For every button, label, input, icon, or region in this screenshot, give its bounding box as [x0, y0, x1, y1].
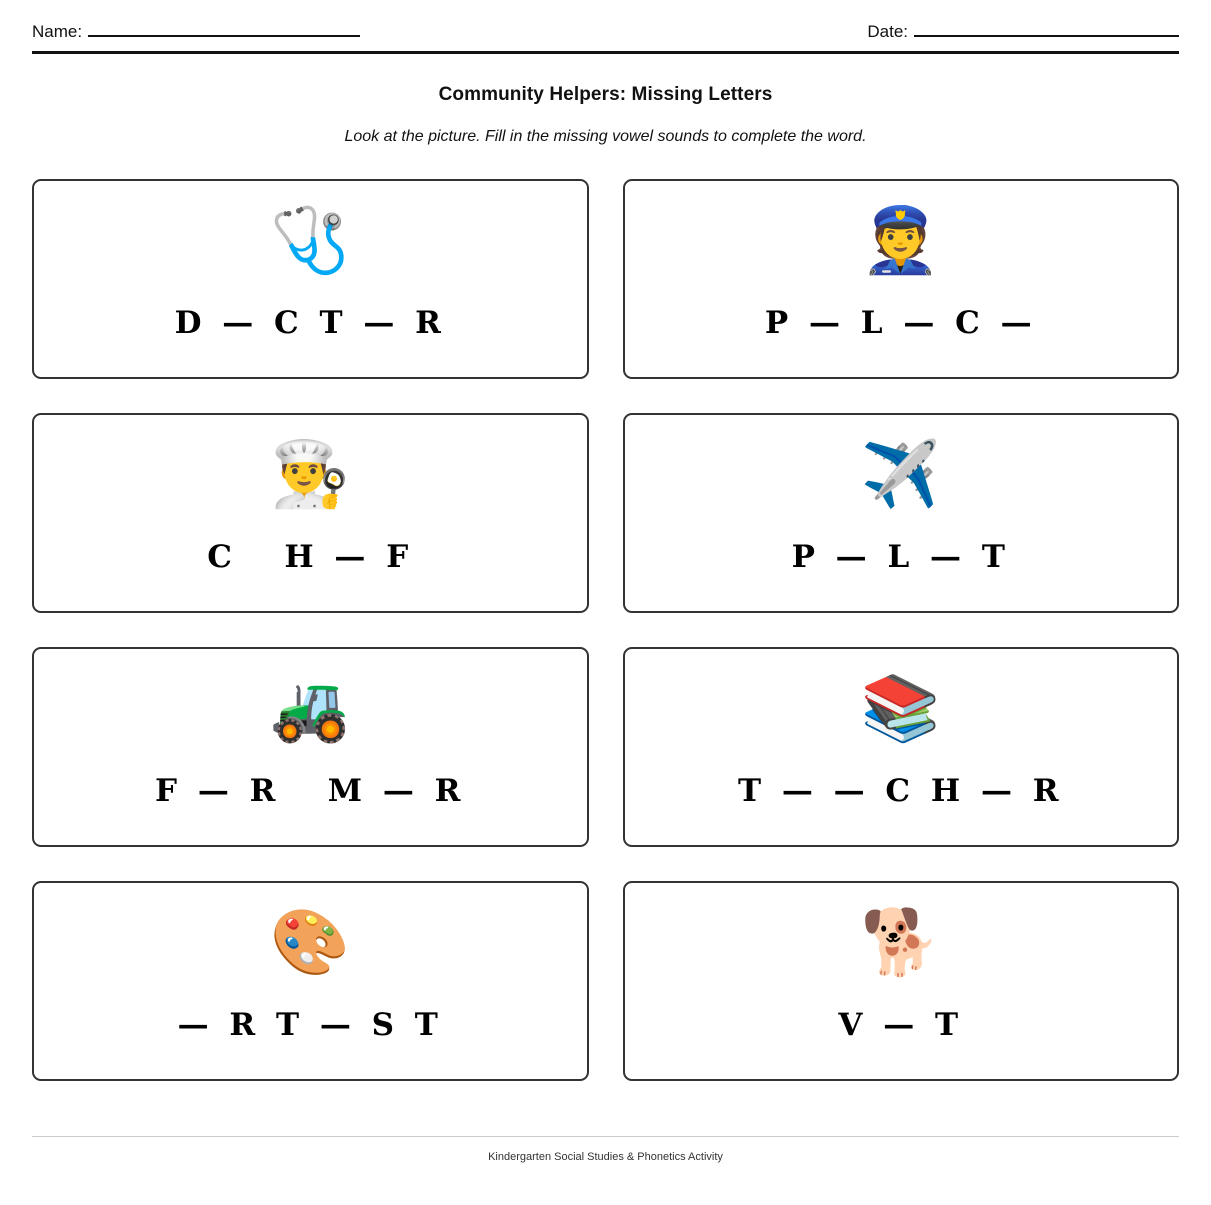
tractor-icon: 🚜 [270, 672, 351, 744]
word-blanks[interactable]: F — R M — R [155, 773, 466, 809]
word-blanks[interactable]: V — T [838, 1007, 964, 1043]
exercise-card[interactable] [623, 647, 1180, 847]
dog-icon: 🐕 [860, 906, 941, 978]
exercise-card[interactable] [32, 647, 589, 847]
word-blanks[interactable]: C H — F [207, 539, 414, 575]
name-write-line[interactable] [88, 21, 360, 37]
date-write-line[interactable] [914, 21, 1179, 37]
word-blanks[interactable]: T — — C H — R [737, 773, 1064, 809]
exercise-card[interactable] [623, 413, 1180, 613]
page-subtitle: Look at the picture. Fill in the missing vowel sounds to complete the word. [344, 128, 867, 145]
airplane-icon: ✈️ [860, 438, 941, 510]
artist-palette-icon: 🎨 [270, 906, 351, 978]
name-label: Name: [32, 22, 83, 41]
name-field[interactable] [32, 21, 360, 42]
exercise-grid [32, 179, 1179, 1081]
header-divider [32, 51, 1179, 54]
exercise-card[interactable] [623, 881, 1180, 1081]
word-blanks[interactable]: — R T — S T [177, 1007, 443, 1043]
page-title: Community Helpers: Missing Letters [438, 84, 773, 105]
exercise-card[interactable] [32, 179, 589, 379]
date-label: Date: [867, 22, 908, 41]
footer-divider [32, 1136, 1179, 1137]
footer-text: Kindergarten Social Studies & Phonetics Activity [488, 1151, 723, 1163]
exercise-card[interactable] [32, 413, 589, 613]
exercise-card[interactable] [32, 881, 589, 1081]
chef-icon: 👨‍🍳 [270, 438, 351, 510]
word-blanks[interactable]: D — C T — R [174, 305, 446, 341]
police-officer-icon: 👮 [860, 204, 941, 276]
exercise-card[interactable] [623, 179, 1180, 379]
word-blanks[interactable]: P — L — T [791, 539, 1010, 575]
stethoscope-icon: 🩺 [270, 204, 351, 276]
name-date-row [32, 0, 1179, 42]
word-blanks[interactable]: P — L — C — [764, 305, 1037, 341]
date-field[interactable] [867, 21, 1179, 42]
books-icon: 📚 [860, 672, 941, 744]
page-footer [32, 1136, 1179, 1163]
